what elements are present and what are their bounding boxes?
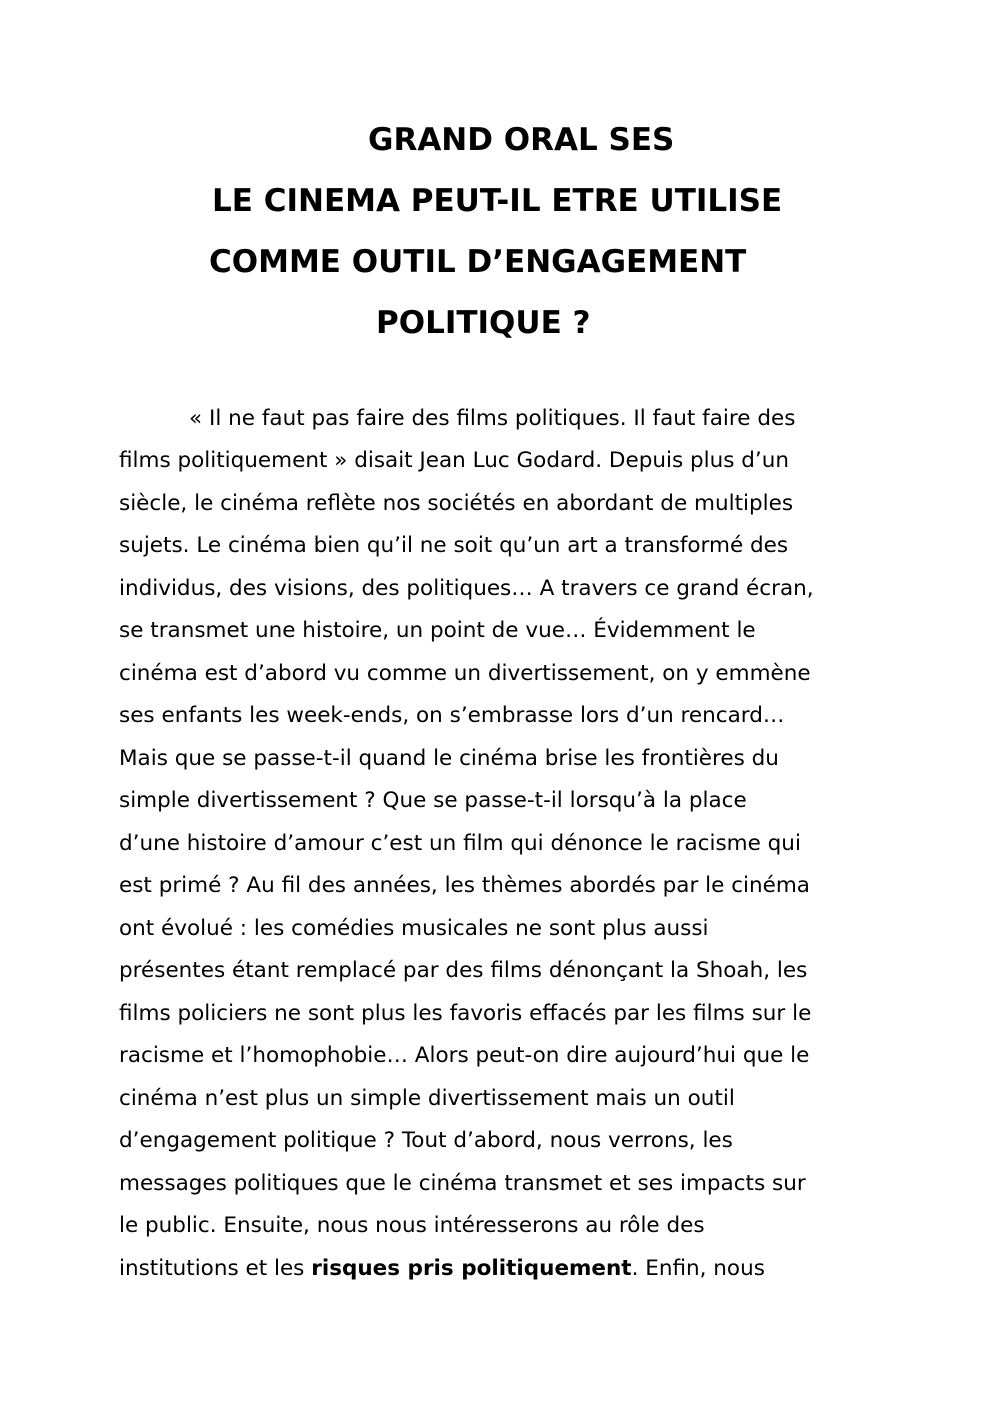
paragraph-line: ses enfants les week-ends, on s’embrasse lors d’un rencard…	[119, 703, 785, 728]
paragraph-line: Mais que se passe-t-il quand le cinéma brise les frontières du	[119, 746, 779, 771]
title-line-4: POLITIQUE ?	[376, 305, 591, 341]
paragraph-last-line	[119, 1254, 765, 1284]
paragraph-line: le public. Ensuite, nous nous intéresserons au rôle des	[119, 1213, 705, 1238]
title-line-2: LE CINEMA PEUT-IL ETRE UTILISE	[212, 183, 783, 219]
paragraph-line: messages politiques que le cinéma transmet et ses impacts sur	[119, 1171, 806, 1196]
title-line-1: GRAND ORAL SES	[368, 122, 675, 158]
paragraph-line: est primé ? Au fil des années, les thèmes abordés par le cinéma	[119, 873, 810, 898]
paragraph-line: « Il ne faut pas faire des films politiques. Il faut faire des	[189, 406, 796, 431]
paragraph-line: films policiers ne sont plus les favoris effacés par les films sur le	[119, 1001, 812, 1026]
last-line-end: . Enfin, nous	[631, 1256, 765, 1281]
paragraph-line: racisme et l’homophobie… Alors peut-on dire aujourd’hui que le	[119, 1043, 810, 1068]
paragraph-line: films politiquement » disait Jean Luc Godard. Depuis plus d’un	[119, 448, 790, 473]
paragraph-line: se transmet une histoire, un point de vue… Évidemment le	[119, 618, 756, 643]
paragraph-line: présentes étant remplacé par des films dénonçant la Shoah, les	[119, 958, 808, 983]
paragraph-line: d’engagement politique ? Tout d’abord, nous verrons, les	[119, 1128, 733, 1153]
paragraph-line: cinéma est d’abord vu comme un divertissement, on y emmène	[119, 661, 811, 686]
paragraph-line: ont évolué : les comédies musicales ne sont plus aussi	[119, 916, 709, 941]
title-line-3: COMME OUTIL D’ENGAGEMENT	[209, 244, 747, 280]
paragraph-line: simple divertissement ? Que se passe-t-il lorsqu’à la place	[119, 788, 747, 813]
paragraph-line: d’une histoire d’amour c’est un film qui dénonce le racisme qui	[119, 831, 801, 856]
paragraph-line: sujets. Le cinéma bien qu’il ne soit qu’un art a transformé des	[119, 533, 789, 558]
paragraph-line: cinéma n’est plus un simple divertissement mais un outil	[119, 1086, 735, 1111]
bold-phrase: risques pris politiquement	[311, 1256, 632, 1281]
paragraph-line: individus, des visions, des politiques… A travers ce grand écran,	[119, 576, 814, 601]
paragraph-line: siècle, le cinéma reflète nos sociétés en abordant de multiples	[119, 491, 794, 516]
last-line-start: institutions et les	[119, 1256, 312, 1281]
